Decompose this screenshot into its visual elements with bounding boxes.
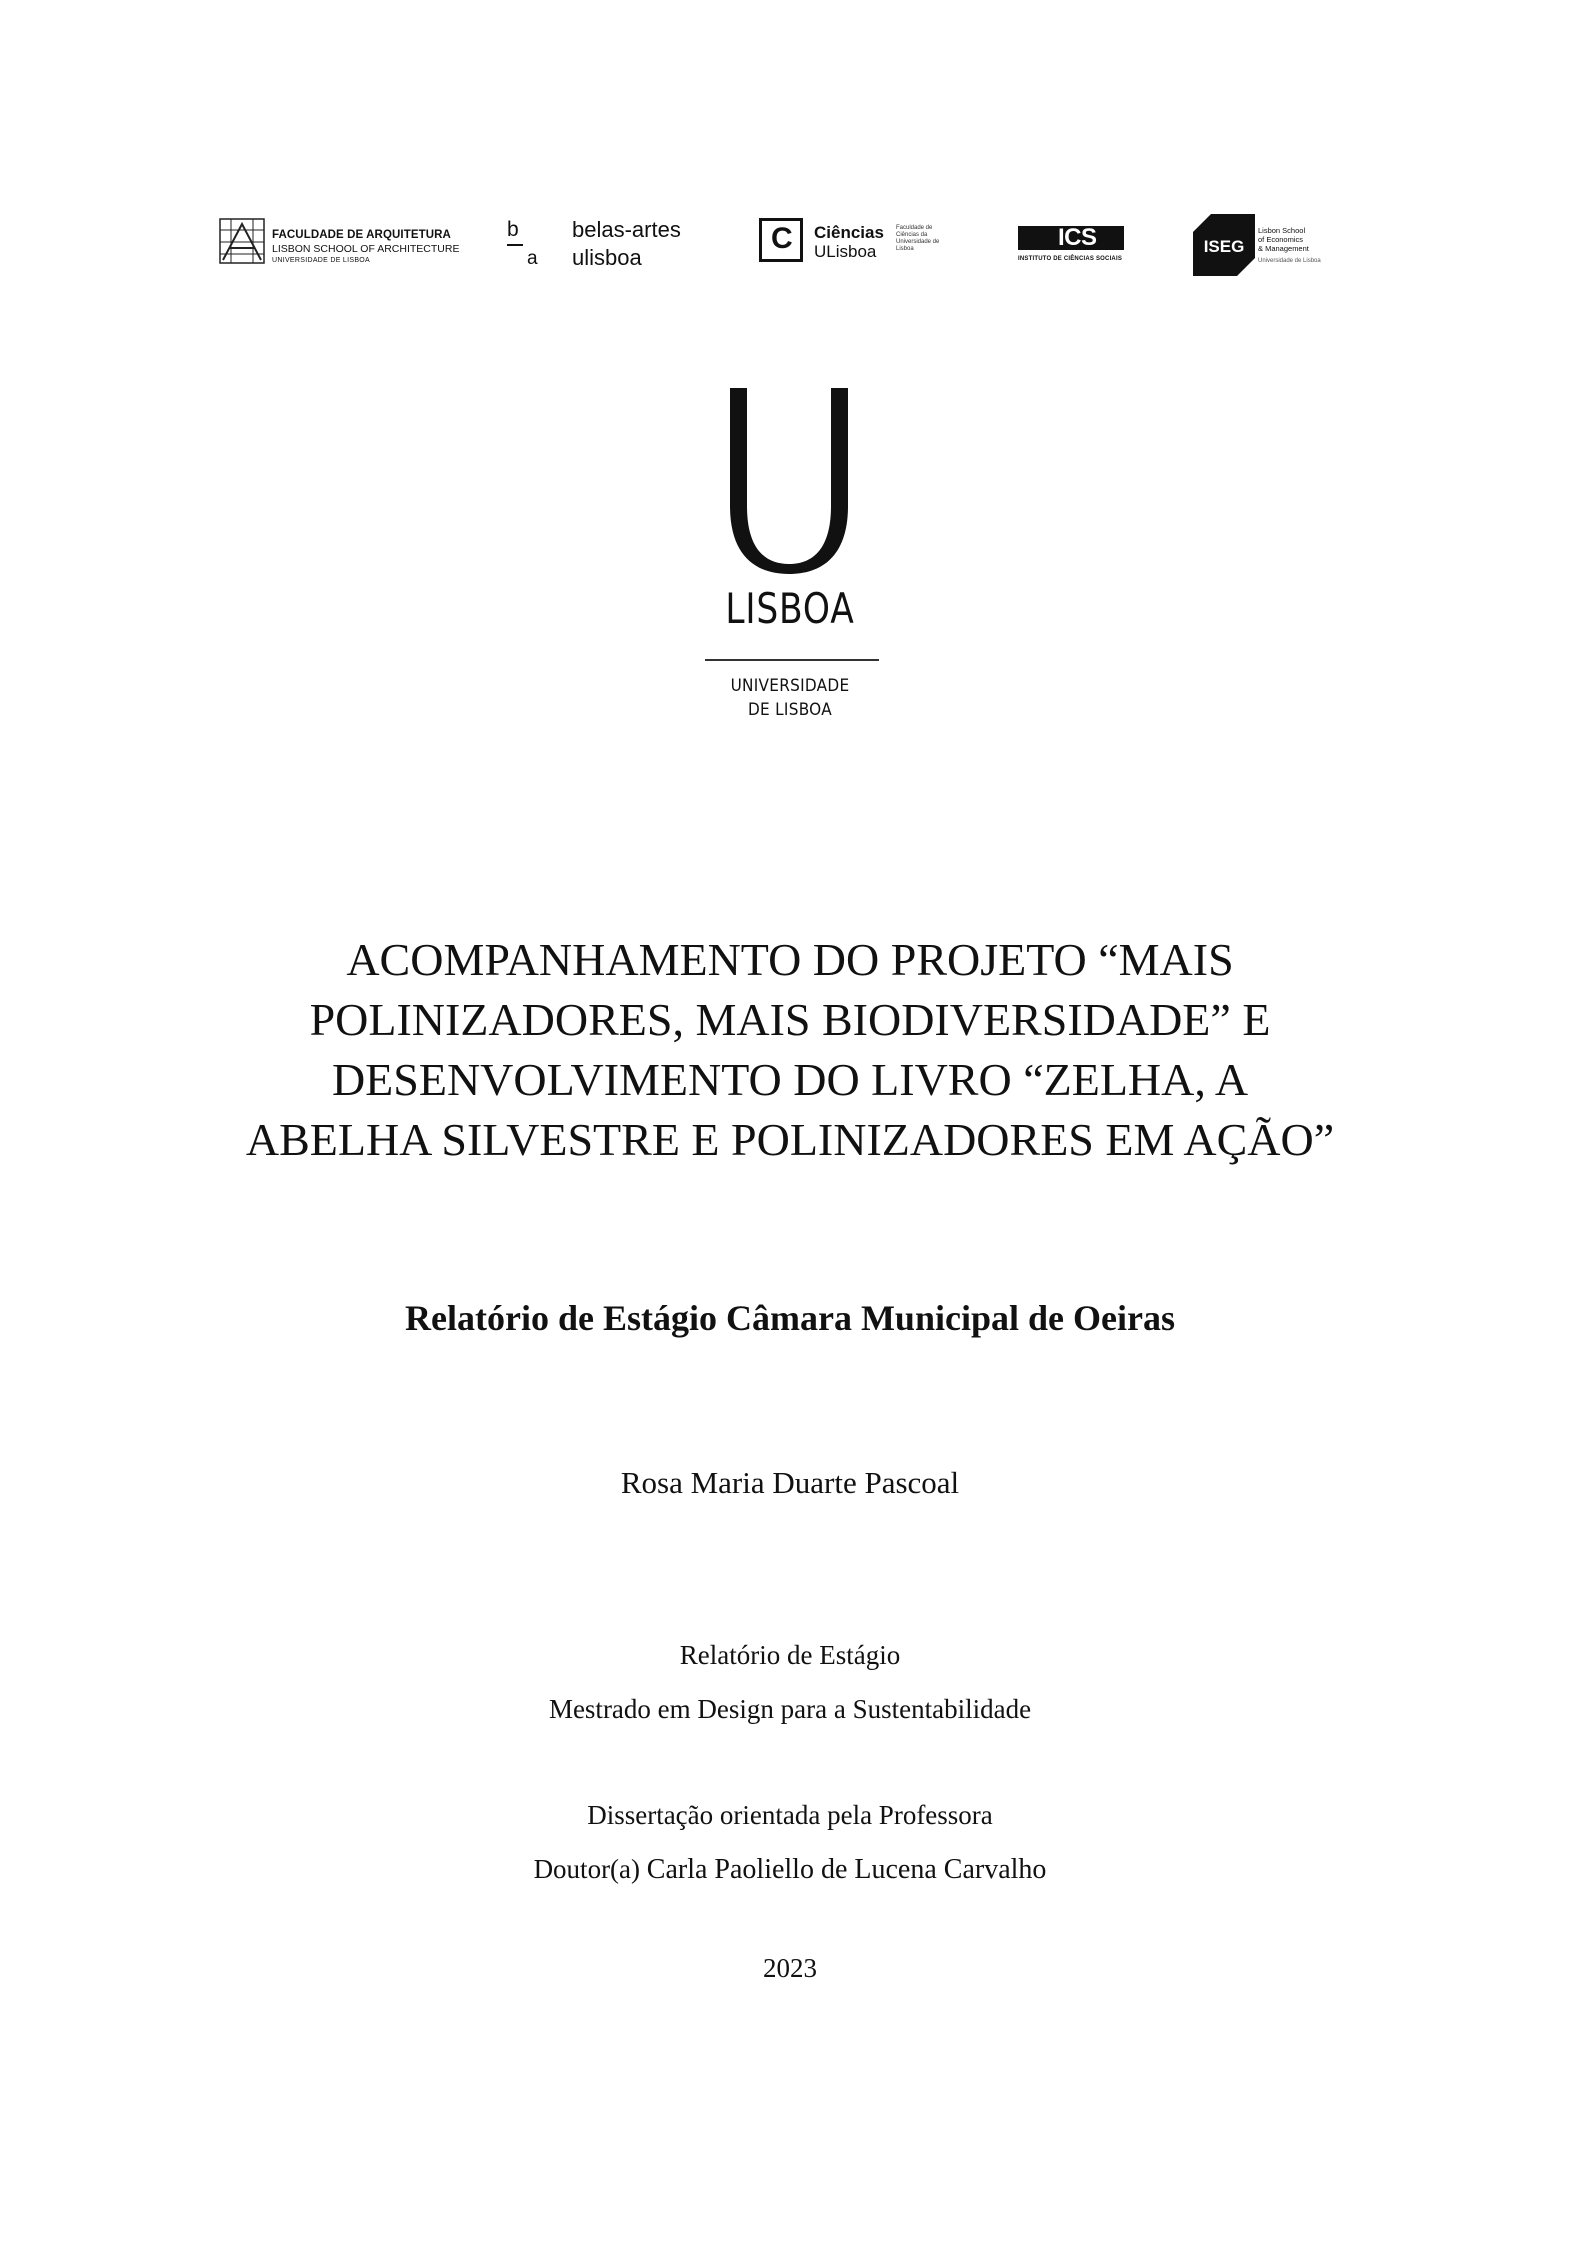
report-info (150, 1628, 1430, 1736)
ba-divider (507, 244, 523, 246)
title-line: DESENVOLVIMENTO DO LIVRO “ZELHA, A (331, 1054, 1249, 1105)
iseg-emblem-icon (1191, 212, 1257, 278)
cu-small: Faculdade de Ciências da Universidade de Lisboa (896, 225, 940, 252)
logo-faculdade-arquitetura (219, 212, 460, 278)
fa-line1: FACULDADE DE ARQUITETURA (272, 229, 451, 241)
iseg-text: Lisbon School of Economics & Management (1258, 226, 1309, 253)
ulisboa-rule (705, 659, 879, 661)
ciencias-c-icon: C (759, 218, 803, 262)
logo-iseg (1191, 212, 1341, 278)
document-year: 2023 (763, 1953, 817, 1983)
ba-letter-b: b (507, 218, 519, 241)
logo-belas-artes (507, 212, 697, 278)
degree: Mestrado em Design para a Sustentabilidade (548, 1694, 1032, 1724)
title-line: ACOMPANHAMENTO DO PROJETO “MAIS (346, 934, 1234, 985)
fa-line3: UNIVERSIDADE DE LISBOA (272, 257, 371, 264)
ics-sub: INSTITUTO DE CIÊNCIAS SOCIAIS (1018, 256, 1123, 262)
document-subtitle: Relatório de Estágio Câmara Municipal de Oeiras (405, 1298, 1175, 1338)
supervisor-line (150, 1842, 1430, 1897)
cu-line1: Ciências (814, 223, 884, 242)
author-name: Rosa Maria Duarte Pascoal (620, 1465, 960, 1500)
ulisboa-u-icon (730, 388, 848, 574)
supervisor-title: Doutor(a) (533, 1854, 641, 1884)
fa-line2: LISBON SCHOOL OF ARCHITECTURE (272, 243, 460, 255)
supervisor-name: Carla Paoliello de Lucena Carvalho (646, 1854, 1047, 1885)
document-title (150, 930, 1430, 1170)
supervision-info (150, 1788, 1430, 1897)
title-line: ABELHA SILVESTRE E POLINIZADORES EM AÇÃO” (245, 1114, 1335, 1165)
partner-logos (215, 212, 1335, 278)
supervision-line: Dissertação orientada pela Professora (587, 1800, 993, 1830)
cu-line2: ULisboa (814, 242, 877, 261)
logo-ics (1018, 212, 1128, 278)
title-line: POLINIZADORES, MAIS BIODIVERSIDADE” E (309, 994, 1271, 1045)
ba-word2: ulisboa (572, 245, 642, 270)
ulisboa-logo (700, 380, 880, 750)
ulisboa-university: UNIVERSIDADE DE LISBOA (730, 676, 850, 720)
svg-text:ISEG: ISEG (1203, 237, 1245, 256)
ulisboa-wordmark: LISBOA (725, 584, 855, 633)
faculdade-arquitetura-emblem-icon (219, 218, 265, 264)
ics-mark: ICS (1058, 224, 1097, 251)
iseg-university: Universidade de Lisboa (1258, 258, 1321, 264)
ba-word1: belas-artes (572, 217, 681, 242)
report-type: Relatório de Estágio (679, 1640, 901, 1670)
ba-letter-a: a (527, 248, 538, 269)
logo-ciencias-ulisboa (759, 212, 959, 278)
